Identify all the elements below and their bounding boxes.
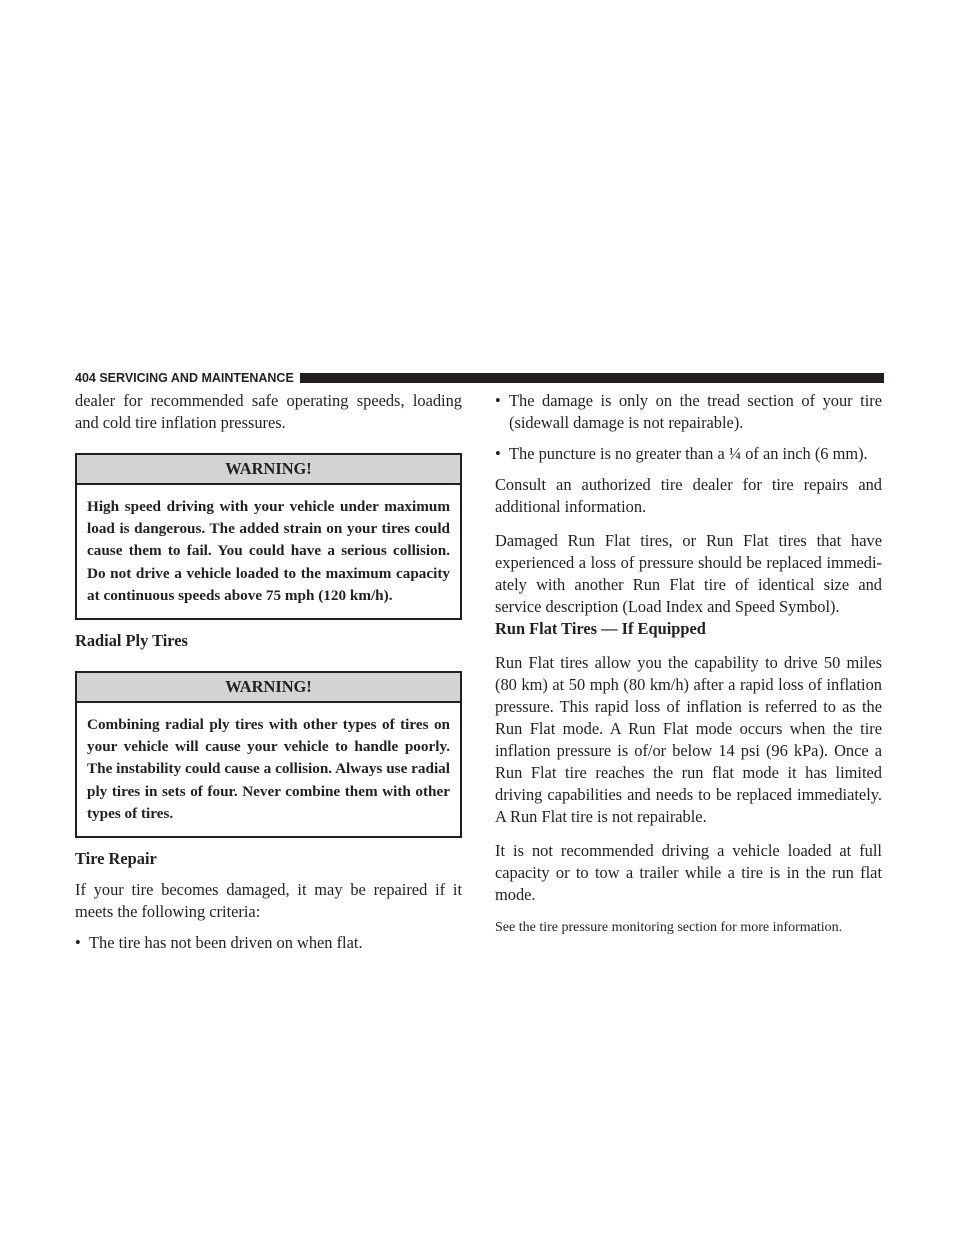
- not-recommended-paragraph: It is not recommended driving a vehicle loaded at full capacity or to tow a trailer while a tire is in the run flat mode.: [495, 841, 882, 904]
- heading-tire-repair: Tire Repair: [75, 849, 157, 869]
- list-item: [75, 932, 462, 954]
- damaged-runflat-paragraph: Damaged Run Flat tires, or Run Flat tires that have experienced a loss of pressure should be replaced immedi- ately with another Run Flat tire of identical size and service description (Load Index and Speed Symbol).: [495, 531, 882, 616]
- heading-run-flat-tires: Run Flat Tires — If Equipped: [495, 619, 706, 638]
- list-item: [495, 390, 882, 434]
- right-column: [495, 390, 882, 938]
- warning-body: Combining radial ply tires with other types of tires on your vehicle will cause your vehicle to handle poorly. The instability could cause a collision. Always use radial ply tires in sets of four. Never combine them with other types of tires.: [87, 716, 450, 822]
- list-item-text: The tire has not been driven on when flat.: [89, 933, 363, 953]
- page-header-label: [75, 371, 300, 385]
- heading-radial-ply-tires: Radial Ply Tires: [75, 631, 188, 651]
- warning-box-radial: [75, 671, 462, 838]
- warning-body: High speed driving with your vehicle under maximum load is dangerous. The added strain on your tires could cause them to fail. You could have a serious collision. Do not drive a vehicle loaded to the maximum capacity at continuous speeds above 75 mph (120 km/h).: [87, 498, 450, 604]
- header-rule: [300, 373, 884, 383]
- warning-title: WARNING!: [77, 673, 460, 703]
- bullet-marker: •: [75, 933, 81, 953]
- intro-paragraph: dealer for recommended safe operating speeds, loading and cold tire inflation pressures.: [75, 391, 462, 432]
- list-item-text: The damage is only on the tread section of your tire (sidewall damage is not repairable).: [509, 391, 882, 432]
- see-also-note: See the tire pressure monitoring section for more information.: [495, 920, 843, 935]
- bullet-marker: •: [495, 444, 501, 463]
- warning-box-high-speed: [75, 453, 462, 620]
- runflat-paragraph: Run Flat tires allow you the capability to drive 50 miles (80 km) at 50 mph (80 km/h) after a rapid loss of inflation pressure. This rapid loss of inflation is referred to as the Run Flat mode. A Run Flat mode occurs when the tire inflation pressure is of/or below 14 psi (96 kPa). Once a Run Flat tire reaches the run flat mode it has limited driving capabilities and needs to be replaced immediately. A Run Flat tire is not repairable.: [495, 653, 882, 826]
- consult-paragraph: Consult an authorized tire dealer for tire repairs and additional information.: [495, 475, 882, 516]
- repair-intro-paragraph: If your tire becomes damaged, it may be repaired if it meets the following criteria:: [75, 880, 462, 922]
- list-item: [495, 443, 882, 465]
- section-title: SERVICING AND MAINTENANCE: [99, 371, 294, 385]
- left-column: [75, 390, 462, 954]
- list-item-text: The puncture is no greater than a ¼ of an inch (6 mm).: [509, 444, 868, 463]
- warning-title: WARNING!: [77, 455, 460, 485]
- bullet-marker: •: [495, 391, 501, 410]
- page-number: 404: [75, 371, 96, 385]
- page-header: [75, 371, 884, 385]
